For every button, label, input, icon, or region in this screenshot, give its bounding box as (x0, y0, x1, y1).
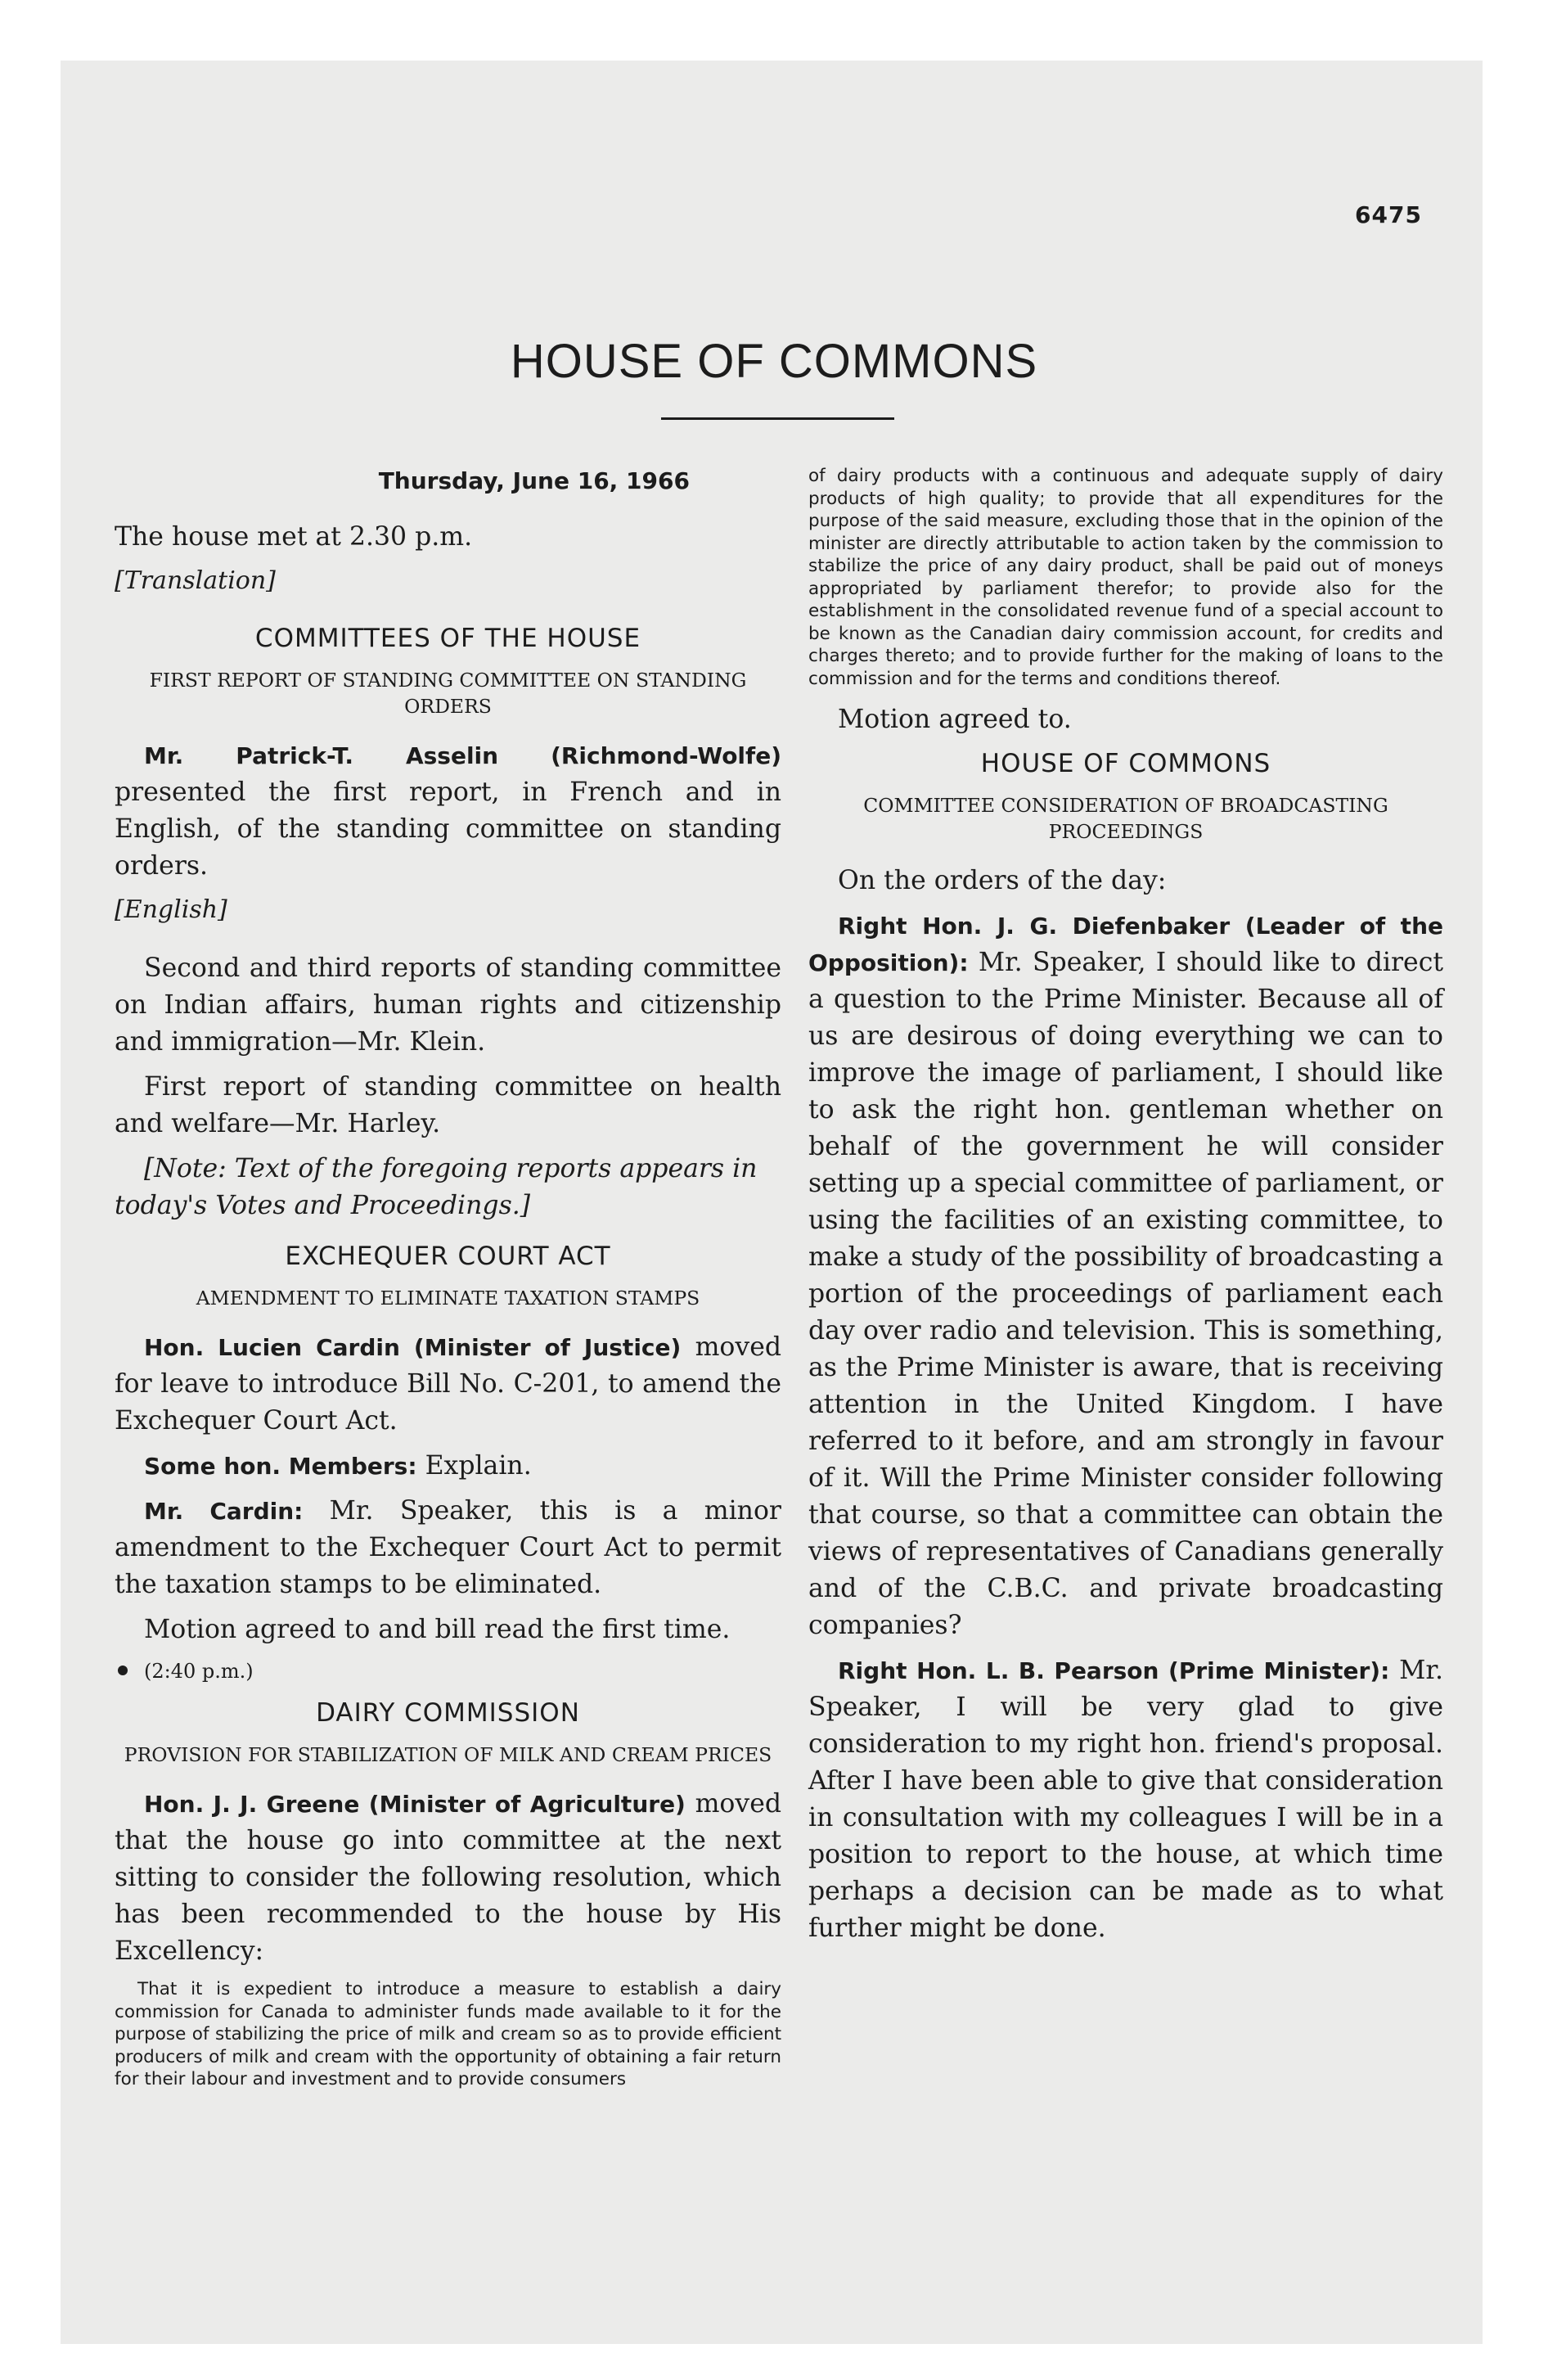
first-report: First report of standing committee on health and welfare—Mr. Harley. (115, 1072, 781, 1138)
dairy-subheading: PROVISION FOR STABILIZATION OF MILK AND CREAM PRICES (124, 1743, 772, 1766)
speaker-diefenbaker: Right Hon. J. G. Diefenbaker (Leader of the Opposition): (808, 913, 1443, 976)
cardin-reply-paragraph (115, 1493, 781, 1603)
cardin-paragraph (115, 1329, 781, 1440)
speaker-cardin: Hon. Lucien Cardin (Minister of Justice) (144, 1334, 682, 1361)
dairy-heading: DAIRY COMMISSION (316, 1698, 580, 1728)
speaker-greene: Hon. J. J. Greene (Minister of Agriculture) (144, 1791, 686, 1818)
sitting-date: Thursday, June 16, 1966 (378, 467, 690, 494)
page-number: 6475 (1355, 201, 1422, 228)
time-stamp (118, 1657, 781, 1686)
some-members-paragraph (115, 1448, 781, 1485)
motion-first-reading: Motion agreed to and bill read the first time. (144, 1615, 731, 1644)
translation-tag: [Translation] (115, 566, 276, 595)
exchequer-subheading: AMENDMENT TO ELIMINATE TAXATION STAMPS (196, 1287, 700, 1309)
asselin-text: presented the first report, in French and in English, of the standing committee on standing orders. (115, 778, 781, 881)
title-divider (661, 417, 894, 420)
greene-text: moved that the house go into committee at the next sitting to consider the following resolution, which has been recommended to the house by His Excellency: (115, 1789, 781, 1966)
asselin-paragraph (115, 737, 781, 885)
greene-paragraph (115, 1786, 781, 1970)
pearson-paragraph (808, 1652, 1443, 1947)
orders-of-day: On the orders of the day: (838, 866, 1167, 895)
house-of-commons-heading: HOUSE OF COMMONS (980, 749, 1271, 778)
motion-agreed: Motion agreed to. (838, 705, 1072, 734)
broadcast-subheading: COMMITTEE CONSIDERATION OF BROADCASTING PROCEEDINGS (863, 794, 1388, 843)
second-third-reports: Second and third reports of standing committee on Indian affairs, human rights and citizenship and immigration—Mr. Klein. (115, 953, 781, 1057)
pearson-text: Mr. Speaker, I will be very glad to give consideration to my right hon. friend's proposal. After I have been able to give that consideration in consultation with my colleagues I will be in a position to report to the house, at which time perhaps a decision can be made as to what further might be done. (808, 1656, 1444, 1943)
page-title: HOUSE OF COMMONS (510, 335, 1038, 388)
right-column (808, 465, 1443, 1955)
speaker-pearson: Right Hon. L. B. Pearson (Prime Minister): (838, 1657, 1390, 1684)
resolution-text: That it is expedient to introduce a measure to establish a dairy commission for Canada to administer funds made available to it for the purpose of stabilizing the price of milk and cream so as to provide efficient producers of milk and cream with the opportunity of obtaining a fair return for their labour and investment and to provide consumers (115, 1979, 781, 2089)
speaker-asselin: Mr. Patrick-T. Asselin (Richmond-Wolfe) (144, 742, 781, 769)
time-text: (2:40 p.m.) (144, 1660, 254, 1683)
house-met: The house met at 2.30 p.m. (115, 522, 473, 552)
resolution-continued: of dairy products with a continuous and adequate supply of dairy products of high quality; to provide that all expenditures for the purpose of the said measure, excluding those that in the opinion of the minister are directly attributable to action taken by the commission to stabilize the price of any dairy product, shall be paid out of moneys appropriated by parliament therefor; to provide also for the establishment in the consolidated revenue fund of a special account to be known as the Canadian dairy commission account, for credits and charges thereto; and to provide further for the making of loans to the commission and for the terms and conditions thereof. (808, 466, 1443, 689)
reports-note: [Note: Text of the foregoing reports appears in today's Votes and Proceedings.] (115, 1154, 758, 1220)
diefenbaker-text: Mr. Speaker, I should like to direct a question to the Prime Minister. Because all of us are desirous of doing everything we can to improve the image of parliament, I should like to ask the right hon. gentleman whether on behalf of the government he will consider setting up a special committee of parliament, or using the facilities of an existing committee, to make a study of the possibility of broadcasting a portion of the proceedings of parliament each day over radio and television. This is something, as the Prime Minister is aware, that is receiving attention in the United Kingdom. I have referred to it before, and am strongly in favour of it. Will the Prime Minister consider following that course, so that a committee can obtain the views of representatives of Canadians generally and of the C.B.C. and private broadcasting companies? (808, 948, 1443, 1640)
speaker-cardin-reply: Mr. Cardin: (144, 1498, 304, 1525)
cardin-reply-text: Mr. Speaker, this is a minor amendment to the Exchequer Court Act to permit the taxation stamps to be eliminated. (115, 1496, 781, 1599)
diefenbaker-paragraph (808, 908, 1443, 1644)
committees-heading: COMMITTEES OF THE HOUSE (254, 624, 641, 653)
speaker-some-members: Some hon. Members: (144, 1453, 417, 1480)
some-members-text: Explain. (425, 1451, 532, 1481)
english-tag: [English] (115, 895, 227, 924)
cardin-text: moved for leave to introduce Bill No. C-201, to amend the Exchequer Court Act. (115, 1332, 781, 1436)
standing-orders-subheading: FIRST REPORT OF STANDING COMMITTEE ON STANDING ORDERS (149, 669, 747, 718)
exchequer-heading: EXCHEQUER COURT ACT (285, 1242, 611, 1271)
left-column (115, 465, 781, 2103)
bullet-icon (118, 1666, 128, 1675)
